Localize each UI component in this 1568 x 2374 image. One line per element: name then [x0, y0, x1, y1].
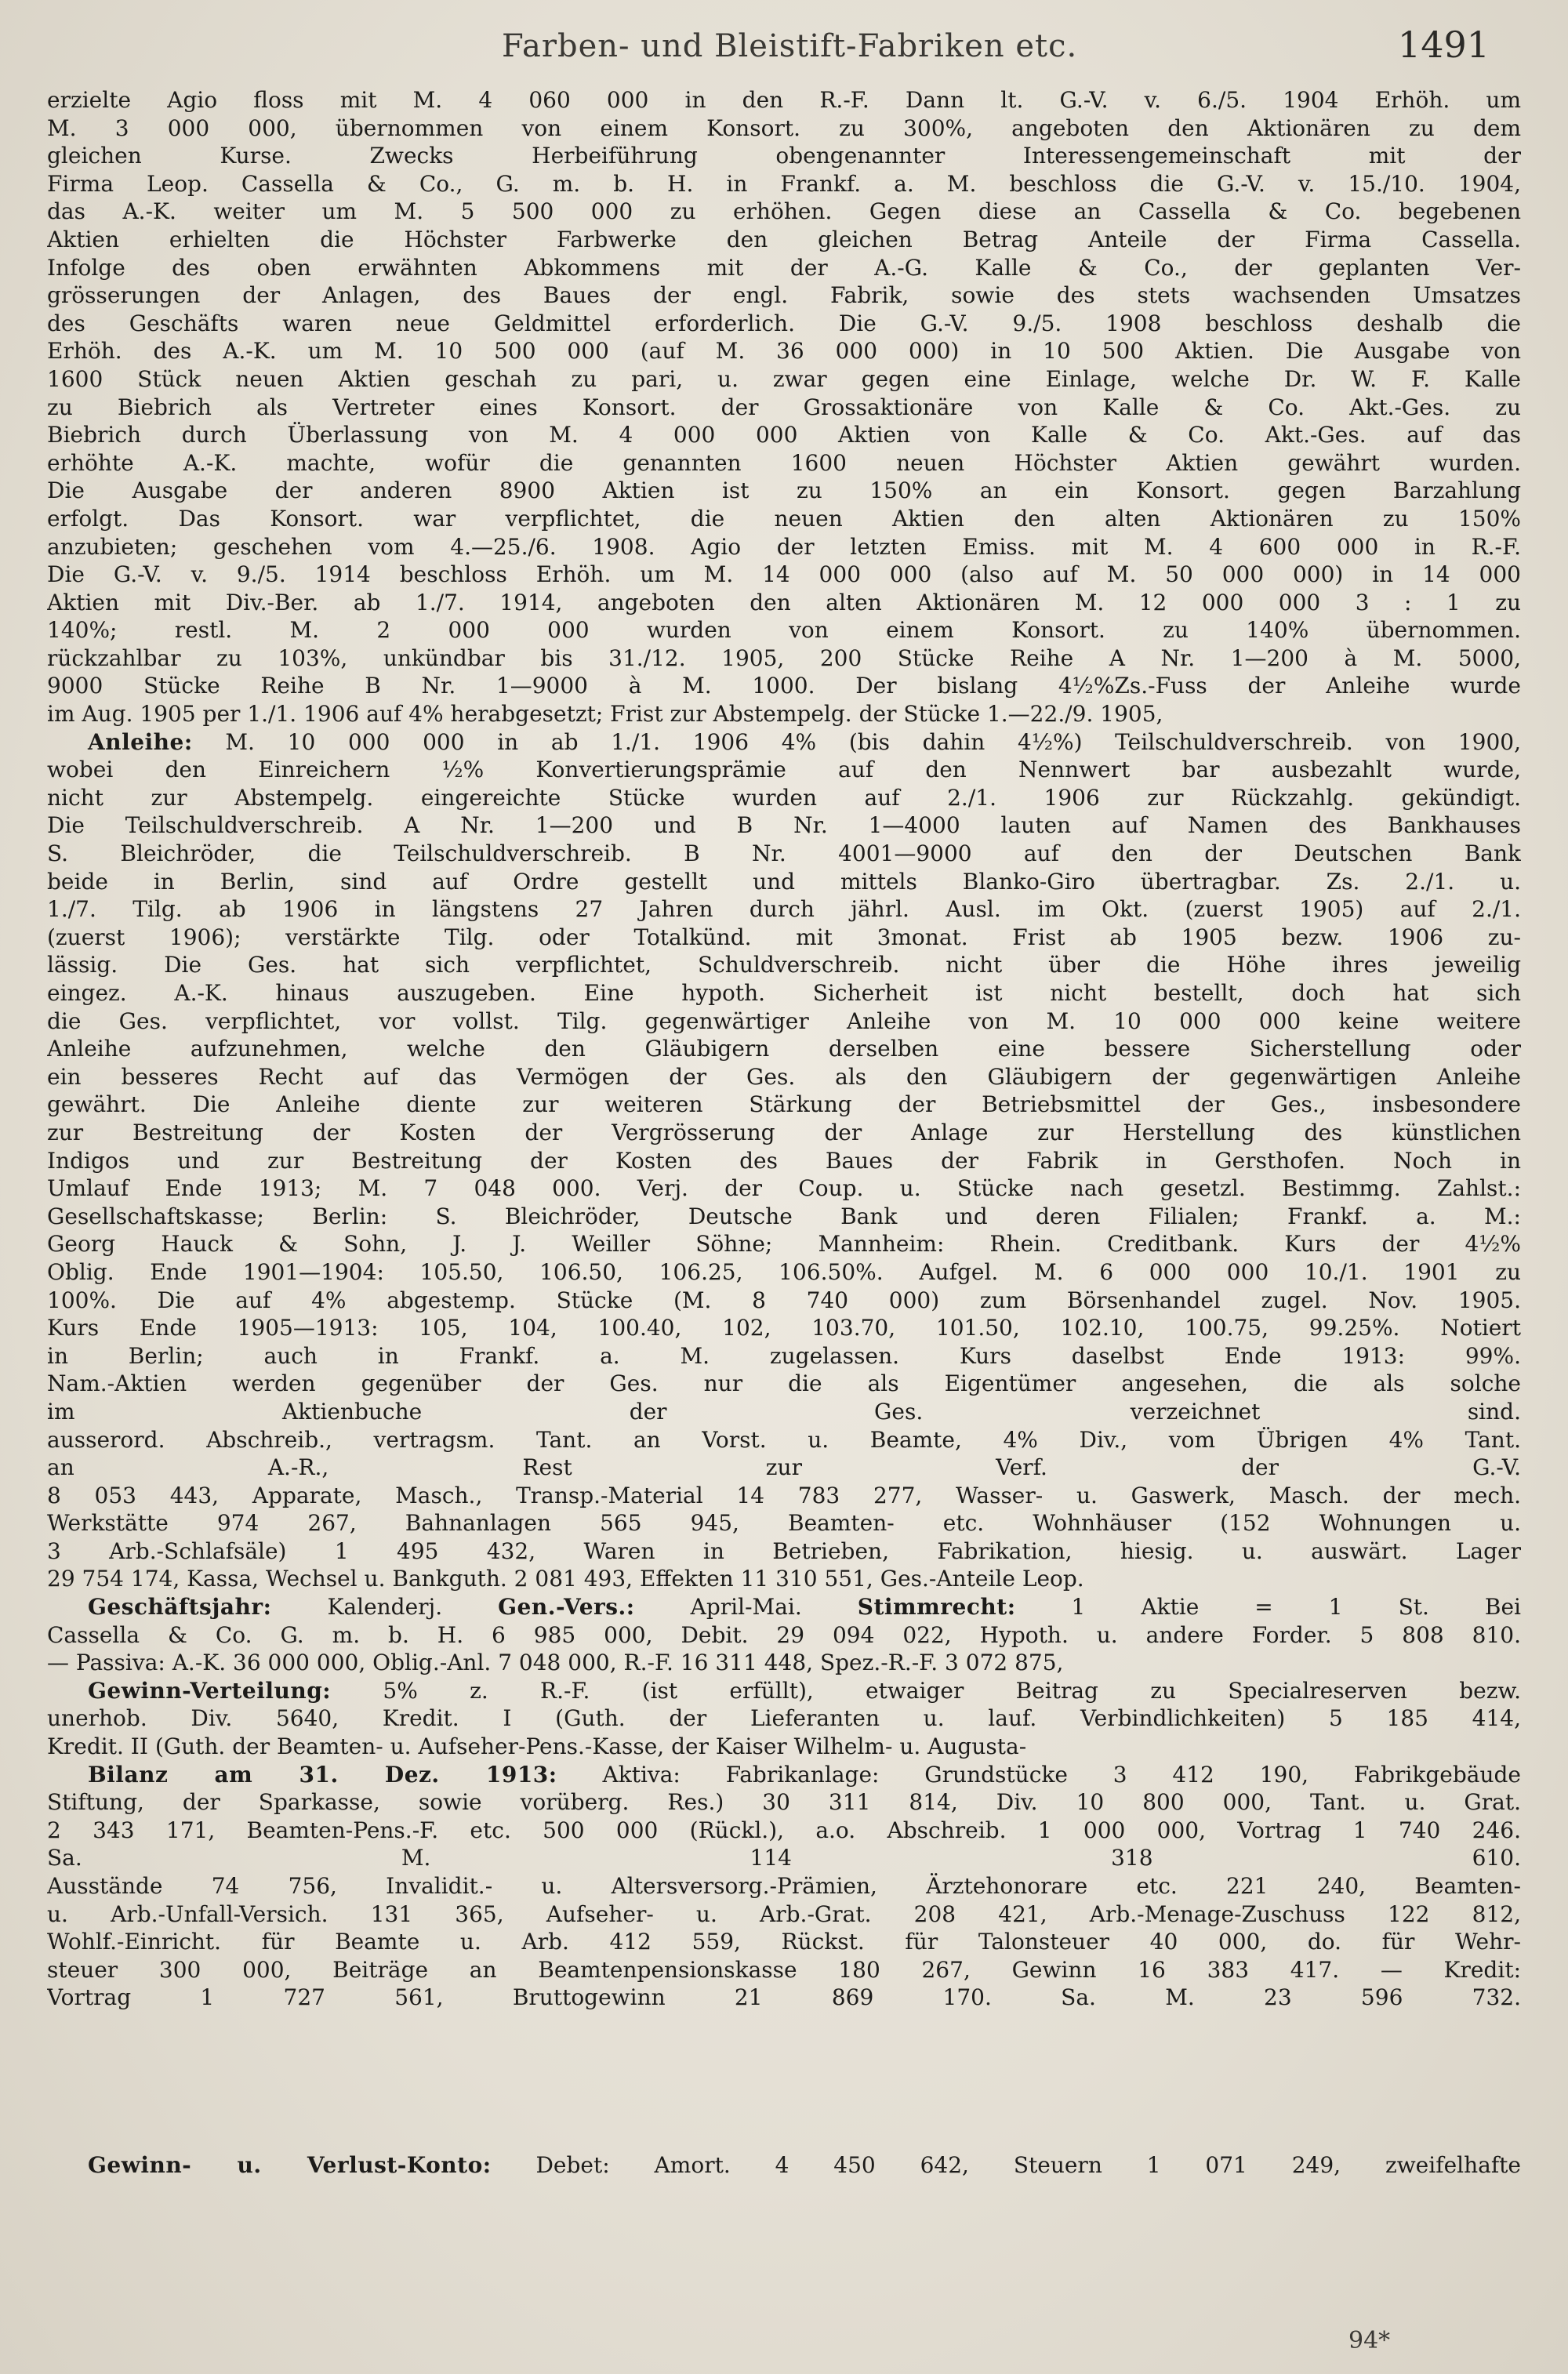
text-line — [47, 2235, 1521, 2263]
text-line: Erhöh. des A.-K. um M. 10 500 000 (auf M. 36 000 000) in 10 500 Aktien. Die Ausgabe von — [47, 338, 1521, 365]
text-line: unerhob. Div. 5640, Kredit. I (Guth. der Lieferanten u. lauf. Verbindlichkeiten) 5 185 414, — [47, 1705, 1521, 1732]
text-line: Sa. M. 114 318 610. — [47, 1845, 1521, 1871]
text-line: die Ges. verpflichtet, vor vollst. Tilg. gegenwärtiger Anleihe von M. 10 000 000 keine weitere — [47, 1007, 1521, 1034]
section-label-bilanz: Bilanz am 31. Dez. 1913: — [88, 1761, 557, 1788]
text-line: rückzahlbar zu 103%, unkündbar bis 31./12. 1905, 200 Stücke Reihe A Nr. 1—200 à M. 5000, — [47, 644, 1521, 671]
text-line: gleichen Kurse. Zwecks Herbeiführung obengenannter Interessengemeinschaft mit der — [47, 143, 1521, 169]
text-line: eingez. A.-K. hinaus auszugeben. Eine hypoth. Sicherheit ist nicht bestellt, doch hat sich — [47, 980, 1521, 1006]
geschaeftsjahr-text: Kalenderj. — [327, 1594, 443, 1621]
text-line: ein besseres Recht auf das Vermögen der Ges. als den Gläubigern der gegenwärtigen Anleihe — [47, 1063, 1521, 1090]
text-line: Vortrag 1 727 561, Bruttogewinn 21 869 170. Sa. M. 23 596 732. — [47, 1984, 1521, 2011]
text-line — [47, 2263, 1521, 2291]
text-line: Die Teilschuldverschreib. A Nr. 1—200 und B Nr. 1—4000 lauten auf Namen des Bankhauses — [47, 812, 1521, 839]
text-line: Anleihe aufzunehmen, welche den Gläubigern derselben eine bessere Sicherstellung oder — [47, 1036, 1521, 1062]
text-line: 140%; restl. M. 2 000 000 wurden von einem Konsort. zu 140% übernommen. — [47, 617, 1521, 644]
gewinn-verlust-line — [47, 2151, 1521, 2180]
text-line: Indigos und zur Bestreitung der Kosten des Baues der Fabrik in Gersthofen. Noch in — [47, 1147, 1521, 1174]
text-line: Die G.-V. v. 9./5. 1914 beschloss Erhöh. um M. 14 000 000 (also auf M. 50 000 000) in 14 000 — [47, 561, 1521, 588]
text-line — [47, 2096, 1521, 2124]
section-label-geschaeftsjahr: Geschäftsjahr: — [88, 1594, 272, 1621]
text-line: Gesellschaftskasse; Berlin: S. Bleichröder, Deutsche Bank und deren Filialen; Frankf. a. M.: — [47, 1203, 1521, 1229]
text-line: Cassella & Co. G. m. b. H. 6 985 000, Debit. 29 094 022, Hypoth. u. andere Forder. 5 808 810. — [47, 1621, 1521, 1648]
text-line — [47, 2012, 1521, 2040]
text-line: zur Bestreitung der Kosten der Vergrösserung der Anlage zur Herstellung des künstlichen — [47, 1119, 1521, 1145]
section-label-gewinn-verteilung: Gewinn-Verteilung: — [88, 1677, 332, 1704]
text-line: Stiftung, der Sparkasse, sowie vorüberg. Res.) 30 311 814, Div. 10 800 000, Tant. u. Grat. — [47, 1789, 1521, 1816]
text-line: Die Ausgabe der anderen 8900 Aktien ist zu 150% an ein Konsort. gegen Barzahlung — [47, 477, 1521, 504]
text-line: erfolgt. Das Konsort. war verpflichtet, die neuen Aktien den alten Aktionären zu 150% — [47, 505, 1521, 532]
anleihe-first-line — [47, 728, 1521, 757]
text-line: S. Bleichröder, die Teilschuldverschreib. B Nr. 4001—9000 auf den der Deutschen Bank — [47, 840, 1521, 867]
text-line: Kredit. II (Guth. der Beamten- u. Aufseher-Pens.-Kasse, der Kaiser Wilhelm- u. Augusta- — [47, 1733, 1027, 1760]
gewinn-verteilung-line — [47, 1677, 1521, 1705]
text-line: 2 343 171, Beamten-Pens.-F. etc. 500 000 (Rückl.), a.o. Abschreib. 1 000 000, Vortrag 1 740 246. — [47, 1817, 1521, 1843]
text-line: anzubieten; geschehen vom 4.—25./6. 1908. Agio der letzten Emiss. mit M. 4 600 000 in R.-F. — [47, 533, 1521, 560]
text-block — [47, 86, 1521, 2347]
geschaeftsjahr-line — [47, 1593, 1521, 1621]
section-label-anleihe: Anleihe: — [88, 728, 193, 755]
text-line: Nam.-Aktien werden gegenüber der Ges. nur die als Eigentümer angesehen, die als solche — [47, 1370, 1521, 1397]
text-line: des Geschäfts waren neue Geldmittel erforderlich. Die G.-V. 9./5. 1908 beschloss deshalb die — [47, 310, 1521, 336]
signature-mark: 94* — [1348, 2327, 1391, 2354]
text-line: im Aktienbuche der Ges. verzeichnet sind. — [47, 1398, 1521, 1425]
text-line: 1./7. Tilg. ab 1906 in längstens 27 Jahren durch jährl. Ausl. im Okt. (zuerst 1905) auf 2./1. — [47, 896, 1521, 923]
text-line: Firma Leop. Cassella & Co., G. m. b. H. in Frankf. a. M. beschloss die G.-V. v. 15./10. 1904, — [47, 170, 1521, 197]
text-line: (zuerst 1906); verstärkte Tilg. oder Totalkünd. mit 3monat. Frist ab 1905 bezw. 1906 zu- — [47, 924, 1521, 950]
text-line: ausserord. Abschreib., vertragsm. Tant. an Vorst. u. Beamte, 4% Div., vom Übrigen 4% Tant. — [47, 1426, 1521, 1453]
text-line: in Berlin; auch in Frankf. a. M. zugelassen. Kurs daselbst Ende 1913: 99%. — [47, 1342, 1521, 1369]
text-line: u. Arb.-Unfall-Versich. 131 365, Aufseher- u. Arb.-Grat. 208 421, Arb.-Menage-Zuschuss 122 812, — [47, 1900, 1521, 1927]
text-line — [47, 2180, 1521, 2208]
text-line: steuer 300 000, Beiträge an Beamtenpensionskasse 180 267, Gewinn 16 383 417. — Kredit: — [47, 1956, 1521, 1983]
running-head-title: Farben- und Bleistift-Fabriken etc. — [502, 28, 1078, 64]
text-line: erzielte Agio floss mit M. 4 060 000 in den R.-F. Dann lt. G.-V. v. 6./5. 1904 Erhöh. um — [47, 87, 1521, 113]
running-header — [502, 22, 1490, 69]
text-line: 3 Arb.-Schlafsäle) 1 495 432, Waren in Betrieben, Fabrikation, hiesig. u. auswärt. Lager — [47, 1537, 1521, 1564]
section-label-gewinn-verlust: Gewinn- u. Verlust-Konto: — [88, 2151, 492, 2178]
text-line: nicht zur Abstempelg. eingereichte Stücke wurden auf 2./1. 1906 zur Rückzahlg. gekündigt. — [47, 784, 1521, 811]
text-line: Biebrich durch Überlassung von M. 4 000 000 Aktien von Kalle & Co. Akt.-Ges. auf das — [47, 422, 1521, 448]
text-line: Ausstände 74 756, Invalidit.- u. Altersversorg.-Prämien, Ärztehonorare etc. 221 240, Beamten- — [47, 1873, 1521, 1899]
text-line — [47, 2067, 1521, 2096]
gewinn-verteilung-text: 5% z. R.-F. (ist erfüllt), etwaiger Beitrag zu Specialreserven bezw. — [383, 1677, 1521, 1704]
text-line: Kurs Ende 1905—1913: 105, 104, 100.40, 102, 103.70, 101.50, 102.10, 100.75, 99.25%. Notiert — [47, 1315, 1521, 1341]
text-line: lässig. Die Ges. hat sich verpflichtet, Schuldverschreib. nicht über die Höhe ihres jeweilig — [47, 952, 1521, 978]
text-line: gewährt. Die Anleihe diente zur weiteren Stärkung der Betriebsmittel der Ges., insbesondere — [47, 1091, 1521, 1118]
bilanz-text: Aktiva: Fabrikanlage: Grundstücke 3 412 190, Fabrikgebäude — [602, 1761, 1521, 1788]
text-line: Werkstätte 974 267, Bahnanlagen 565 945, Beamten- etc. Wohnhäuser (152 Wohnungen u. — [47, 1510, 1521, 1537]
text-line: 9000 Stücke Reihe B Nr. 1—9000 à M. 1000. Der bislang 4½%Zs.-Fuss der Anleihe wurde — [47, 673, 1521, 699]
text-line: 1600 Stück neuen Aktien geschah zu pari, u. zwar gegen eine Einlage, welche Dr. W. F. Kalle — [47, 365, 1521, 392]
text-line: wobei den Einreichern ½% Konvertierungsprämie auf den Nennwert bar ausbezahlt wurde, — [47, 757, 1521, 783]
text-line: 100%. Die auf 4% abgestemp. Stücke (M. 8 740 000) zum Börsenhandel zugel. Nov. 1905. — [47, 1287, 1521, 1313]
text-line — [47, 2123, 1521, 2151]
text-line — [47, 2040, 1521, 2068]
bilanz-line — [47, 1761, 1521, 1789]
text-line: grösserungen der Anlagen, des Baues der engl. Fabrik, sowie des stets wachsenden Umsatzes — [47, 282, 1521, 309]
text-line — [47, 2319, 1521, 2347]
text-line: — Passiva: A.-K. 36 000 000, Oblig.-Anl. 7 048 000, R.-F. 16 311 448, Spez.-R.-F. 3 072 875, — [47, 1650, 1064, 1676]
text-line: im Aug. 1905 per 1./1. 1906 auf 4% herabgesetzt; Frist zur Abstempelg. der Stücke 1.—22./9. 1905, — [47, 701, 1163, 728]
text-line: Infolge des oben erwähnten Abkommens mit der A.-G. Kalle & Co., der geplanten Ver- — [47, 254, 1521, 281]
text-line: an A.-R., Rest zur Verf. der G.-V. — [47, 1454, 1521, 1481]
text-line: M. 3 000 000, übernommen von einem Konsort. zu 300%, angeboten den Aktionären zu dem — [47, 114, 1521, 141]
gen-vers-text: April-Mai. — [690, 1594, 802, 1621]
gewinn-verlust-text: Debet: Amort. 4 450 642, Steuern 1 071 249, zweifelhafte — [535, 2151, 1521, 2178]
text-line — [47, 2207, 1521, 2235]
text-line: Wohlf.-Einricht. für Beamte u. Arb. 412 559, Rückst. für Talonsteuer 40 000, do. für Wehr- — [47, 1929, 1521, 1955]
text-line: Aktien erhielten die Höchster Farbwerke den gleichen Betrag Anteile der Firma Cassella. — [47, 226, 1521, 252]
text-line: Aktien mit Div.-Ber. ab 1./7. 1914, angeboten den alten Aktionären M. 12 000 000 3 : 1 zu — [47, 589, 1521, 615]
text-line: erhöhte A.-K. machte, wofür die genannten 1600 neuen Höchster Aktien gewährt wurden. — [47, 449, 1521, 476]
text-line — [47, 2291, 1521, 2319]
stimmrecht-text: 1 Aktie = 1 St. Bei — [1071, 1594, 1521, 1621]
text-line: Georg Hauck & Sohn, J. J. Weiller Söhne; Mannheim: Rhein. Creditbank. Kurs der 4½% — [47, 1231, 1521, 1258]
page-number: 1491 — [1397, 24, 1490, 66]
anleihe-first-text: M. 10 000 000 in ab 1./1. 1906 4% (bis dahin 4½%) Teilschuldverschreib. von 1900, — [225, 728, 1521, 755]
text-line: Oblig. Ende 1901—1904: 105.50, 106.50, 106.25, 106.50%. Aufgel. M. 6 000 000 10./1. 1901 zu — [47, 1258, 1521, 1285]
text-line: beide in Berlin, sind auf Ordre gestellt und mittels Blanko-Giro übertragbar. Zs. 2./1. u. — [47, 868, 1521, 895]
text-line: Umlauf Ende 1913; M. 7 048 000. Verj. der Coup. u. Stücke nach gesetzl. Bestimmg. Zahlst.: — [47, 1175, 1521, 1202]
section-label-gen-vers: Gen.-Vers.: — [498, 1594, 635, 1621]
text-line: 29 754 174, Kassa, Wechsel u. Bankguth. 2 081 493, Effekten 11 310 551, Ges.-Anteile Leop. — [47, 1566, 1084, 1592]
section-label-stimmrecht: Stimmrecht: — [857, 1594, 1016, 1621]
text-line: 8 053 443, Apparate, Masch., Transp.-Material 14 783 277, Wasser- u. Gaswerk, Masch. der mech. — [47, 1482, 1521, 1508]
text-line: zu Biebrich als Vertreter eines Konsort. der Grossaktionäre von Kalle & Co. Akt.-Ges. zu — [47, 394, 1521, 420]
text-line: das A.-K. weiter um M. 5 500 000 zu erhöhen. Gegen diese an Cassella & Co. begebenen — [47, 198, 1521, 225]
